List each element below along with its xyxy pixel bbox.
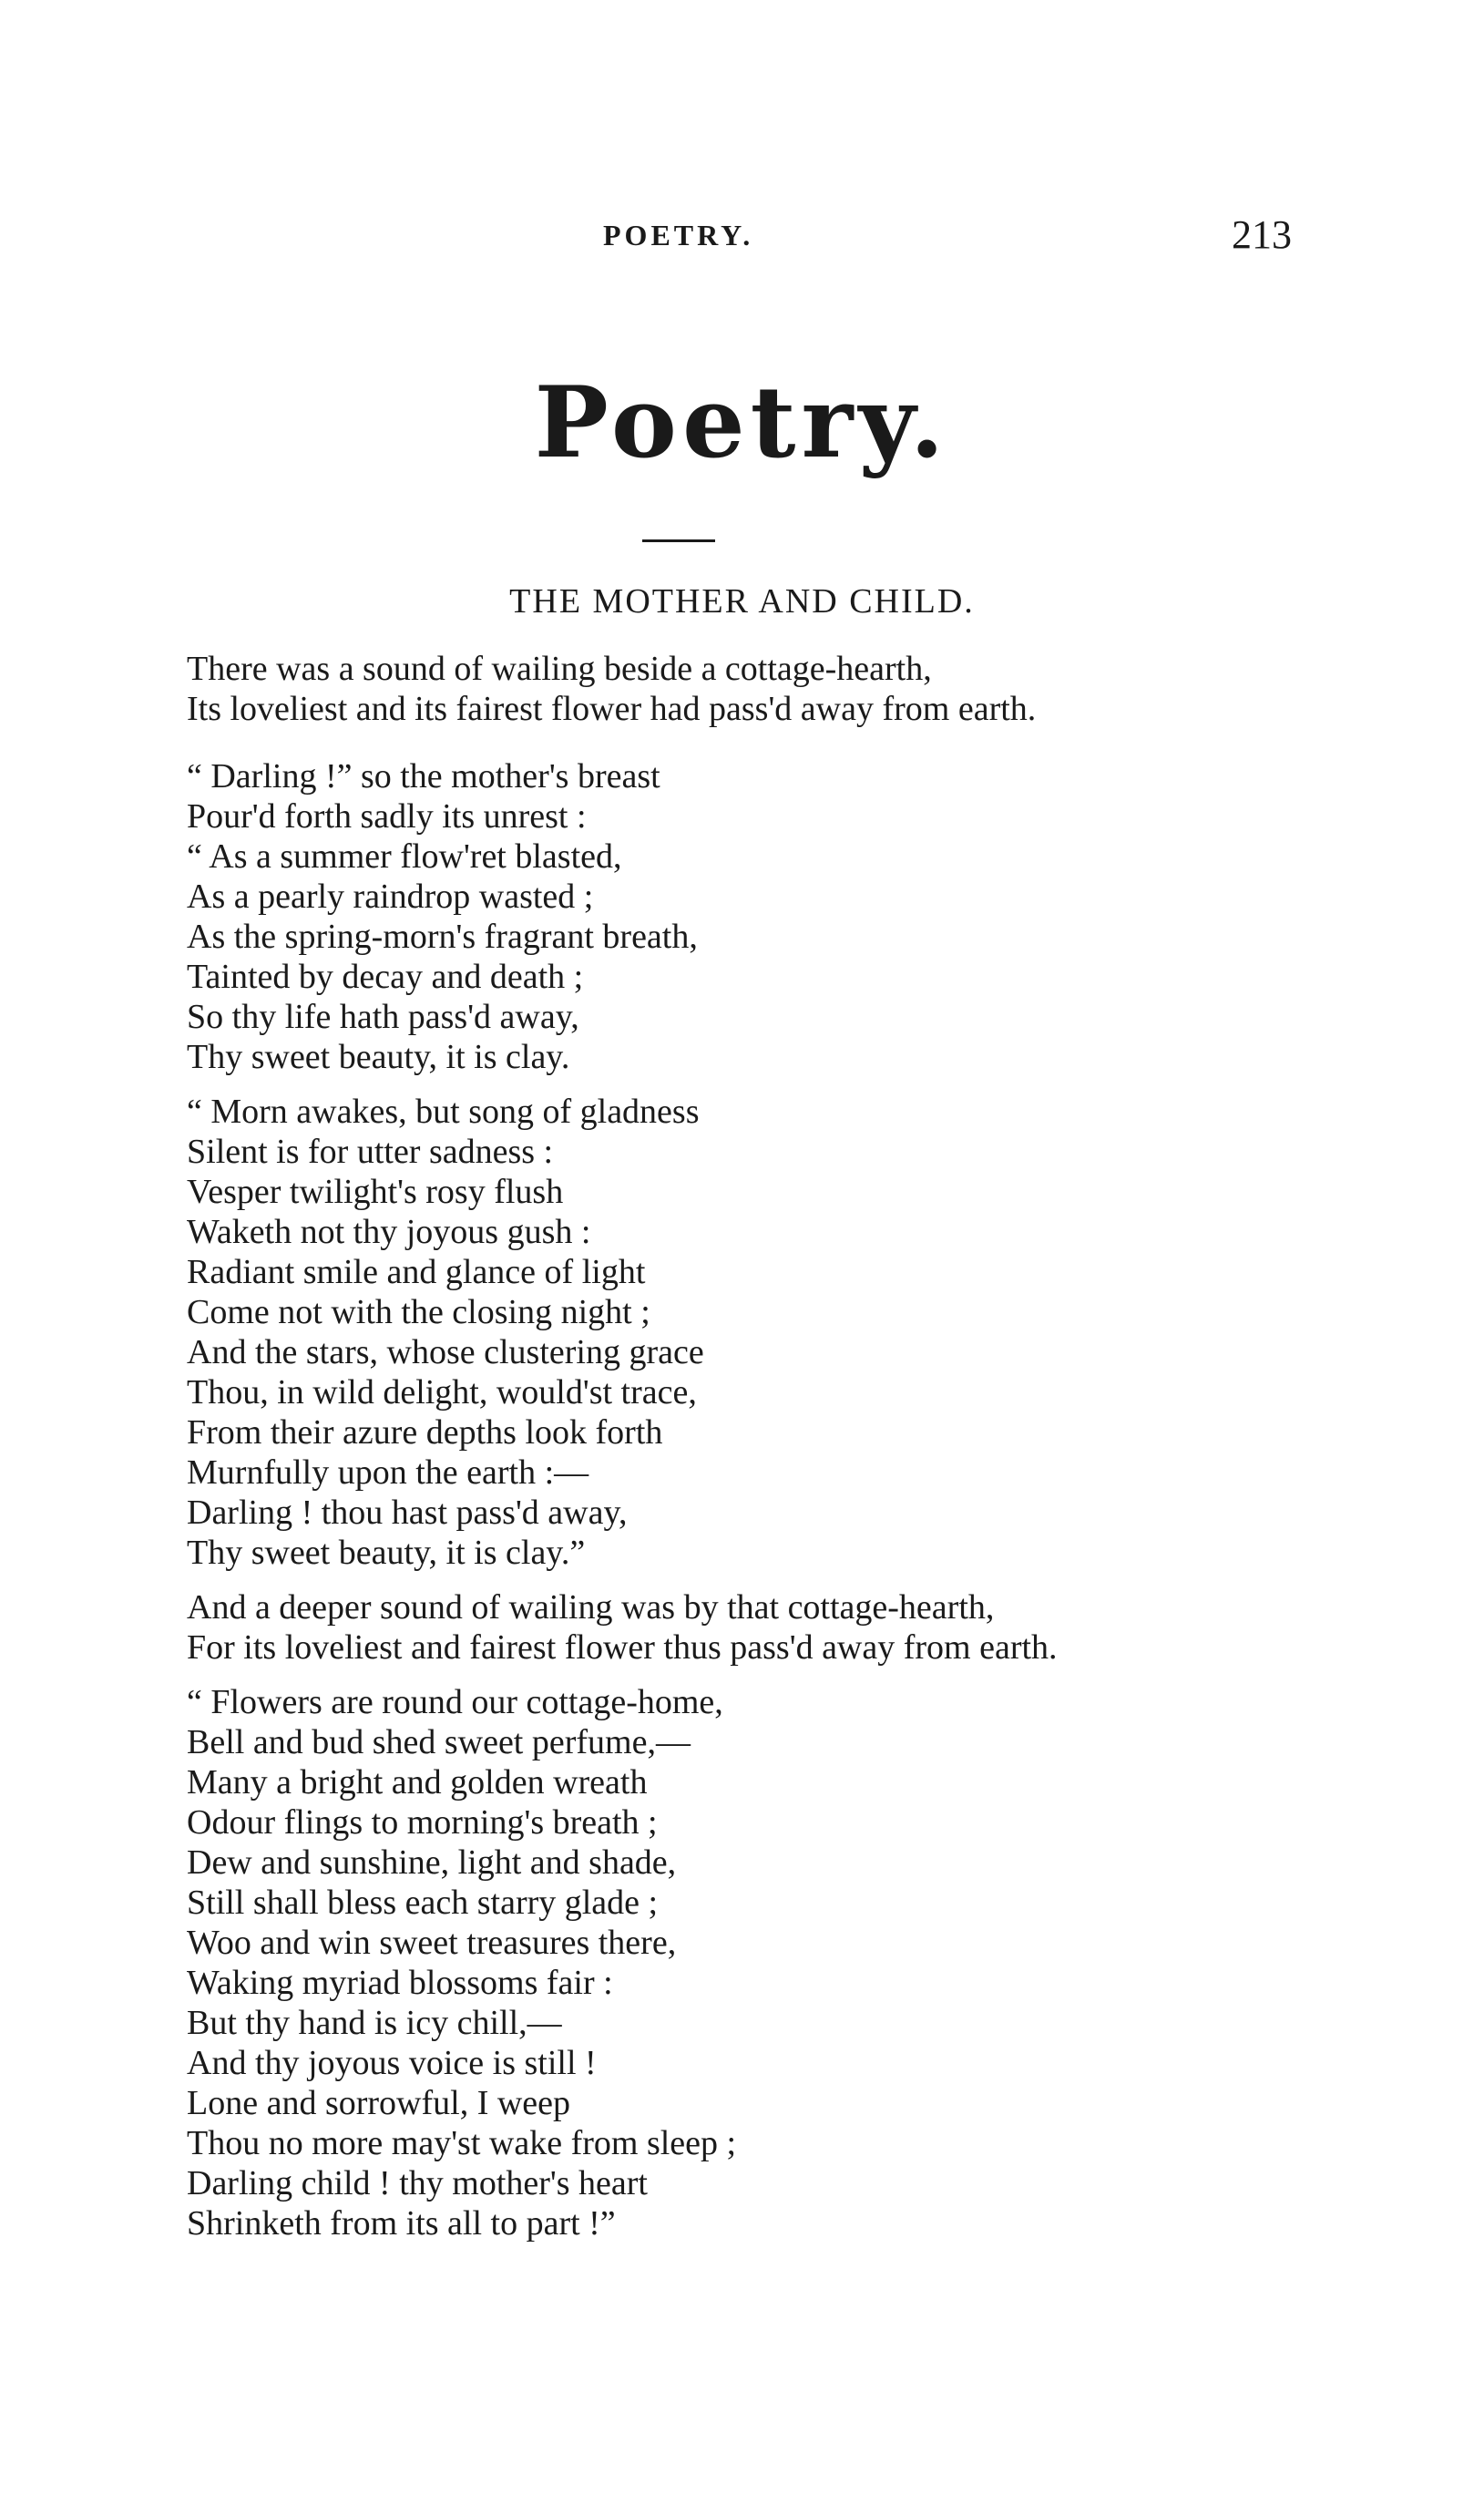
poem-line: And a deeper sound of wailing was by that cottage-hearth, (187, 1588, 995, 1627)
running-title: POETRY. (603, 219, 754, 252)
poem-line: But thy hand is icy chill,— (187, 2004, 562, 2042)
page-number: 213 (1232, 212, 1292, 257)
poem-line: Radiant smile and glance of light (187, 1253, 646, 1291)
poem-line: “ Darling !” so the mother's breast (187, 757, 660, 796)
poem-line: Thou, in wild delight, would'st trace, (187, 1373, 697, 1411)
poem-line: Darling ! thou hast pass'd away, (187, 1494, 628, 1532)
poem-title: THE MOTHER AND CHILD. (509, 582, 975, 621)
running-head (0, 211, 1484, 266)
poem-line: Waketh not thy joyous gush : (187, 1213, 591, 1251)
stanza-2 (187, 756, 1316, 1077)
poem-line: Dew and sunshine, light and shade, (187, 1843, 677, 1882)
title-divider (642, 539, 715, 542)
poem-line: Odour flings to morning's breath ; (187, 1803, 658, 1842)
poem-body (187, 649, 1316, 2243)
poem-line: There was a sound of wailing beside a cottage-hearth, (187, 650, 932, 688)
poem-line: Bell and bud shed sweet perfume,— (187, 1723, 691, 1761)
poem-line: “ Flowers are round our cottage-home, (187, 1683, 723, 1721)
poem-line: As a pearly raindrop wasted ; (187, 878, 594, 916)
poem-line: Shrinketh from its all to part !” (187, 2204, 616, 2243)
poem-line: “ As a summer flow'ret blasted, (187, 837, 622, 876)
poem-line: Tainted by decay and death ; (187, 958, 584, 996)
section-heading: Poetry. (534, 365, 950, 480)
poem-line: Thou no more may'st wake from sleep ; (187, 2124, 737, 2162)
poem-line: Lone and sorrowful, I weep (187, 2084, 571, 2122)
poem-line: Come not with the closing night ; (187, 1293, 650, 1331)
poem-line: Murnfully upon the earth :— (187, 1453, 589, 1492)
poem-line: Many a bright and golden wreath (187, 1763, 648, 1802)
poem-line: From their azure depths look forth (187, 1413, 663, 1452)
poem-line: Pour'd forth sadly its unrest : (187, 797, 587, 836)
poem-line: For its loveliest and fairest flower thus pass'd away from earth. (187, 1628, 1058, 1667)
poem-line: Vesper twilight's rosy flush (187, 1173, 564, 1211)
poem-line: And the stars, whose clustering grace (187, 1333, 704, 1371)
poem-line: And thy joyous voice is still ! (187, 2044, 597, 2082)
poem-line: So thy life hath pass'd away, (187, 998, 579, 1036)
poem-line: As the spring-morn's fragrant breath, (187, 918, 698, 956)
stanza-5 (187, 1682, 1316, 2243)
stanza-3 (187, 1092, 1316, 1573)
poem-line: Still shall bless each starry glade ; (187, 1884, 659, 1922)
poem-line: Its loveliest and its fairest flower had pass'd away from earth. (187, 690, 1037, 728)
poem-line: Thy sweet beauty, it is clay.” (187, 1534, 586, 1572)
poem-line: Darling child ! thy mother's heart (187, 2164, 648, 2202)
poem-line: “ Morn awakes, but song of gladness (187, 1093, 700, 1131)
poem-line: Waking myriad blossoms fair : (187, 1964, 613, 2002)
stanza-4 (187, 1587, 1316, 1668)
poem-line: Silent is for utter sadness : (187, 1133, 554, 1171)
poem-line: Thy sweet beauty, it is clay. (187, 1038, 570, 1076)
stanza-1 (187, 649, 1316, 729)
poem-line: Woo and win sweet treasures there, (187, 1924, 677, 1962)
